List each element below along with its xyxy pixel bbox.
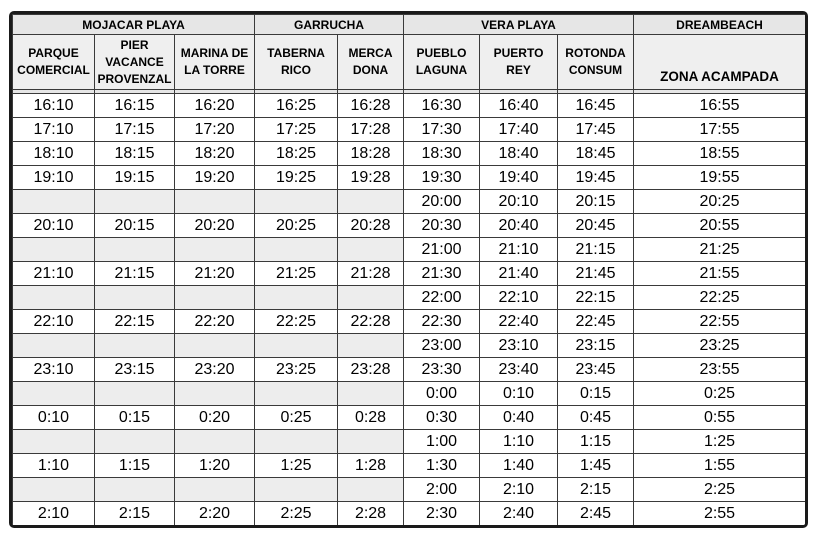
stop-label-line: PIER bbox=[120, 37, 149, 52]
time-cell-pueblo-laguna: 21:30 bbox=[404, 262, 480, 286]
time-cell-parque-comercial: 21:10 bbox=[13, 262, 95, 286]
trip-row bbox=[13, 406, 806, 430]
time-cell-rotonda-consum: 20:15 bbox=[558, 190, 634, 214]
time-cell-merca-dona: 2:28 bbox=[338, 502, 404, 526]
stop-label-line: LAGUNA bbox=[415, 63, 468, 77]
time-cell-rotonda-consum: 22:45 bbox=[558, 310, 634, 334]
time-cell-parque-comercial bbox=[13, 238, 95, 262]
time-cell-parque-comercial bbox=[13, 286, 95, 310]
time-cell-marina-de-la-torre: 0:20 bbox=[175, 406, 255, 430]
time-cell-rotonda-consum: 2:15 bbox=[558, 478, 634, 502]
time-cell-rotonda-consum: 20:45 bbox=[558, 214, 634, 238]
time-cell-parque-comercial: 17:10 bbox=[13, 118, 95, 142]
time-cell-pueblo-laguna: 20:00 bbox=[404, 190, 480, 214]
time-cell-taberna-rico bbox=[255, 430, 338, 454]
time-cell-marina-de-la-torre: 23:20 bbox=[175, 358, 255, 382]
time-cell-marina-de-la-torre: 22:20 bbox=[175, 310, 255, 334]
time-cell-marina-de-la-torre bbox=[175, 190, 255, 214]
time-cell-merca-dona bbox=[338, 430, 404, 454]
time-cell-merca-dona: 20:28 bbox=[338, 214, 404, 238]
time-cell-taberna-rico: 19:25 bbox=[255, 166, 338, 190]
time-cell-zona-acampada: 20:55 bbox=[634, 214, 806, 238]
time-cell-puerto-rey: 19:40 bbox=[480, 166, 558, 190]
time-cell-puerto-rey: 2:10 bbox=[480, 478, 558, 502]
time-cell-zona-acampada: 22:25 bbox=[634, 286, 806, 310]
trip-row bbox=[13, 454, 806, 478]
time-cell-pueblo-laguna: 0:00 bbox=[404, 382, 480, 406]
time-cell-pier-vacance-provenzal: 20:15 bbox=[95, 214, 175, 238]
time-cell-pueblo-laguna: 1:00 bbox=[404, 430, 480, 454]
time-cell-marina-de-la-torre bbox=[175, 430, 255, 454]
stop-label-line: LA TORRE bbox=[184, 63, 245, 77]
time-cell-pueblo-laguna: 2:00 bbox=[404, 478, 480, 502]
stop-label-line: RICO bbox=[281, 63, 312, 77]
time-cell-taberna-rico bbox=[255, 382, 338, 406]
time-cell-rotonda-consum: 22:15 bbox=[558, 286, 634, 310]
time-cell-merca-dona bbox=[338, 478, 404, 502]
time-cell-marina-de-la-torre bbox=[175, 478, 255, 502]
stop-header-row bbox=[13, 35, 806, 90]
time-cell-zona-acampada: 21:25 bbox=[634, 238, 806, 262]
time-cell-merca-dona: 17:28 bbox=[338, 118, 404, 142]
trip-row bbox=[13, 358, 806, 382]
time-cell-parque-comercial: 0:10 bbox=[13, 406, 95, 430]
time-cell-puerto-rey: 1:40 bbox=[480, 454, 558, 478]
trip-row bbox=[13, 310, 806, 334]
zone-mojacar-playa: MOJACAR PLAYA bbox=[13, 15, 255, 35]
time-cell-merca-dona bbox=[338, 238, 404, 262]
time-cell-zona-acampada: 21:55 bbox=[634, 262, 806, 286]
time-cell-puerto-rey: 0:10 bbox=[480, 382, 558, 406]
time-cell-taberna-rico: 22:25 bbox=[255, 310, 338, 334]
time-cell-puerto-rey: 22:10 bbox=[480, 286, 558, 310]
stop-rotonda-consum bbox=[558, 35, 634, 90]
time-cell-pier-vacance-provenzal: 0:15 bbox=[95, 406, 175, 430]
time-cell-pueblo-laguna: 23:00 bbox=[404, 334, 480, 358]
stop-label-line: ROTONDA bbox=[565, 46, 626, 60]
time-cell-marina-de-la-torre: 16:20 bbox=[175, 94, 255, 118]
time-cell-pier-vacance-provenzal bbox=[95, 334, 175, 358]
timetable-frame bbox=[9, 11, 808, 528]
stop-merca-dona bbox=[338, 35, 404, 90]
time-cell-puerto-rey: 21:10 bbox=[480, 238, 558, 262]
time-cell-puerto-rey: 18:40 bbox=[480, 142, 558, 166]
time-cell-taberna-rico: 21:25 bbox=[255, 262, 338, 286]
time-cell-pier-vacance-provenzal bbox=[95, 382, 175, 406]
stop-label-line: CONSUM bbox=[568, 63, 623, 77]
time-cell-zona-acampada: 2:25 bbox=[634, 478, 806, 502]
time-cell-parque-comercial bbox=[13, 478, 95, 502]
time-cell-marina-de-la-torre: 21:20 bbox=[175, 262, 255, 286]
time-cell-pueblo-laguna: 18:30 bbox=[404, 142, 480, 166]
stop-pier-vacance-provenzal bbox=[95, 35, 175, 90]
time-cell-marina-de-la-torre: 18:20 bbox=[175, 142, 255, 166]
trip-row bbox=[13, 142, 806, 166]
time-cell-zona-acampada: 0:25 bbox=[634, 382, 806, 406]
time-cell-rotonda-consum: 0:45 bbox=[558, 406, 634, 430]
time-cell-marina-de-la-torre: 1:20 bbox=[175, 454, 255, 478]
zone-garrucha: GARRUCHA bbox=[255, 15, 404, 35]
time-cell-rotonda-consum: 0:15 bbox=[558, 382, 634, 406]
trip-row bbox=[13, 430, 806, 454]
time-cell-taberna-rico: 20:25 bbox=[255, 214, 338, 238]
time-cell-rotonda-consum: 17:45 bbox=[558, 118, 634, 142]
stop-pueblo-laguna bbox=[404, 35, 480, 90]
time-cell-rotonda-consum: 19:45 bbox=[558, 166, 634, 190]
time-cell-rotonda-consum: 23:15 bbox=[558, 334, 634, 358]
trip-row bbox=[13, 166, 806, 190]
time-cell-merca-dona: 0:28 bbox=[338, 406, 404, 430]
time-cell-rotonda-consum: 21:45 bbox=[558, 262, 634, 286]
time-cell-parque-comercial: 23:10 bbox=[13, 358, 95, 382]
time-cell-marina-de-la-torre: 19:20 bbox=[175, 166, 255, 190]
time-cell-rotonda-consum: 2:45 bbox=[558, 502, 634, 526]
trip-row bbox=[13, 190, 806, 214]
time-cell-zona-acampada: 1:55 bbox=[634, 454, 806, 478]
time-cell-zona-acampada: 23:25 bbox=[634, 334, 806, 358]
stop-label-line: REY bbox=[506, 63, 531, 77]
stop-parque-comercial bbox=[13, 35, 95, 90]
trip-row bbox=[13, 118, 806, 142]
time-cell-puerto-rey: 22:40 bbox=[480, 310, 558, 334]
time-cell-rotonda-consum: 21:15 bbox=[558, 238, 634, 262]
time-cell-rotonda-consum: 1:15 bbox=[558, 430, 634, 454]
trip-row bbox=[13, 262, 806, 286]
time-cell-pier-vacance-provenzal: 16:15 bbox=[95, 94, 175, 118]
time-cell-rotonda-consum: 18:45 bbox=[558, 142, 634, 166]
time-cell-puerto-rey: 20:10 bbox=[480, 190, 558, 214]
time-cell-taberna-rico: 23:25 bbox=[255, 358, 338, 382]
time-cell-puerto-rey: 20:40 bbox=[480, 214, 558, 238]
time-cell-merca-dona bbox=[338, 286, 404, 310]
time-cell-parque-comercial: 18:10 bbox=[13, 142, 95, 166]
time-cell-merca-dona: 16:28 bbox=[338, 94, 404, 118]
stop-marina-de-la-torre bbox=[175, 35, 255, 90]
time-cell-pier-vacance-provenzal bbox=[95, 286, 175, 310]
stop-label-line: PUERTO bbox=[493, 46, 544, 60]
trip-row bbox=[13, 334, 806, 358]
time-cell-parque-comercial: 20:10 bbox=[13, 214, 95, 238]
time-cell-zona-acampada: 19:55 bbox=[634, 166, 806, 190]
stop-label-line: PARQUE bbox=[28, 46, 79, 60]
time-cell-pier-vacance-provenzal: 17:15 bbox=[95, 118, 175, 142]
time-cell-taberna-rico bbox=[255, 478, 338, 502]
time-cell-rotonda-consum: 1:45 bbox=[558, 454, 634, 478]
time-cell-pueblo-laguna: 2:30 bbox=[404, 502, 480, 526]
time-cell-pueblo-laguna: 19:30 bbox=[404, 166, 480, 190]
time-cell-marina-de-la-torre bbox=[175, 286, 255, 310]
time-cell-zona-acampada: 22:55 bbox=[634, 310, 806, 334]
time-cell-parque-comercial bbox=[13, 334, 95, 358]
time-cell-marina-de-la-torre bbox=[175, 238, 255, 262]
time-cell-pier-vacance-provenzal: 18:15 bbox=[95, 142, 175, 166]
time-cell-pueblo-laguna: 0:30 bbox=[404, 406, 480, 430]
stop-label-line: PUEBLO bbox=[416, 46, 467, 60]
time-cell-taberna-rico: 18:25 bbox=[255, 142, 338, 166]
time-cell-parque-comercial: 16:10 bbox=[13, 94, 95, 118]
time-cell-taberna-rico bbox=[255, 334, 338, 358]
time-cell-pueblo-laguna: 16:30 bbox=[404, 94, 480, 118]
time-cell-pueblo-laguna: 22:00 bbox=[404, 286, 480, 310]
time-cell-marina-de-la-torre: 2:20 bbox=[175, 502, 255, 526]
trip-row bbox=[13, 478, 806, 502]
stop-label-line: DONA bbox=[352, 63, 389, 77]
time-cell-marina-de-la-torre bbox=[175, 334, 255, 358]
stop-label-line: VACANCE bbox=[105, 54, 164, 69]
trip-row bbox=[13, 238, 806, 262]
time-cell-merca-dona: 19:28 bbox=[338, 166, 404, 190]
time-cell-taberna-rico bbox=[255, 190, 338, 214]
time-cell-parque-comercial bbox=[13, 190, 95, 214]
time-cell-puerto-rey: 17:40 bbox=[480, 118, 558, 142]
time-cell-merca-dona: 22:28 bbox=[338, 310, 404, 334]
time-cell-merca-dona bbox=[338, 190, 404, 214]
time-cell-marina-de-la-torre: 17:20 bbox=[175, 118, 255, 142]
stop-label-line: ZONA ACAMPADA bbox=[660, 69, 779, 84]
stop-label-line: MARINA DE bbox=[180, 46, 249, 60]
time-cell-zona-acampada: 23:55 bbox=[634, 358, 806, 382]
time-cell-taberna-rico: 0:25 bbox=[255, 406, 338, 430]
time-cell-pier-vacance-provenzal: 23:15 bbox=[95, 358, 175, 382]
time-cell-pier-vacance-provenzal bbox=[95, 190, 175, 214]
time-cell-pier-vacance-provenzal bbox=[95, 430, 175, 454]
time-cell-pueblo-laguna: 1:30 bbox=[404, 454, 480, 478]
time-cell-pier-vacance-provenzal: 2:15 bbox=[95, 502, 175, 526]
time-cell-zona-acampada: 18:55 bbox=[634, 142, 806, 166]
time-cell-merca-dona bbox=[338, 334, 404, 358]
zone-header-row bbox=[13, 15, 806, 35]
time-cell-parque-comercial: 19:10 bbox=[13, 166, 95, 190]
time-cell-puerto-rey: 16:40 bbox=[480, 94, 558, 118]
time-cell-zona-acampada: 0:55 bbox=[634, 406, 806, 430]
time-cell-pueblo-laguna: 20:30 bbox=[404, 214, 480, 238]
time-cell-merca-dona: 1:28 bbox=[338, 454, 404, 478]
stop-label-line: PROVENZAL bbox=[97, 71, 172, 86]
time-cell-zona-acampada: 2:55 bbox=[634, 502, 806, 526]
time-cell-rotonda-consum: 23:45 bbox=[558, 358, 634, 382]
time-cell-puerto-rey: 1:10 bbox=[480, 430, 558, 454]
time-cell-pier-vacance-provenzal bbox=[95, 478, 175, 502]
time-cell-merca-dona bbox=[338, 382, 404, 406]
stop-zona-acampada bbox=[634, 35, 806, 90]
trip-row bbox=[13, 382, 806, 406]
stop-label-line: TABERNA bbox=[267, 46, 325, 60]
time-cell-merca-dona: 21:28 bbox=[338, 262, 404, 286]
time-cell-parque-comercial bbox=[13, 382, 95, 406]
time-cell-marina-de-la-torre bbox=[175, 382, 255, 406]
trip-row bbox=[13, 286, 806, 310]
trip-row bbox=[13, 214, 806, 238]
zone-dreambeach: DREAMBEACH bbox=[634, 15, 806, 35]
time-cell-merca-dona: 23:28 bbox=[338, 358, 404, 382]
stop-label-line: COMERCIAL bbox=[17, 63, 90, 77]
time-cell-taberna-rico bbox=[255, 286, 338, 310]
time-cell-taberna-rico: 16:25 bbox=[255, 94, 338, 118]
time-cell-pueblo-laguna: 17:30 bbox=[404, 118, 480, 142]
time-cell-zona-acampada: 17:55 bbox=[634, 118, 806, 142]
time-cell-pier-vacance-provenzal: 21:15 bbox=[95, 262, 175, 286]
time-cell-pier-vacance-provenzal bbox=[95, 238, 175, 262]
stop-label-line: MERCA bbox=[348, 46, 393, 60]
time-cell-pueblo-laguna: 23:30 bbox=[404, 358, 480, 382]
time-cell-zona-acampada: 1:25 bbox=[634, 430, 806, 454]
time-cell-merca-dona: 18:28 bbox=[338, 142, 404, 166]
time-cell-pier-vacance-provenzal: 22:15 bbox=[95, 310, 175, 334]
time-cell-taberna-rico bbox=[255, 238, 338, 262]
trip-row bbox=[13, 502, 806, 526]
bus-timetable bbox=[12, 14, 806, 526]
time-cell-zona-acampada: 20:25 bbox=[634, 190, 806, 214]
time-cell-puerto-rey: 0:40 bbox=[480, 406, 558, 430]
time-cell-puerto-rey: 21:40 bbox=[480, 262, 558, 286]
zone-vera-playa: VERA PLAYA bbox=[404, 15, 634, 35]
time-cell-pueblo-laguna: 21:00 bbox=[404, 238, 480, 262]
time-cell-taberna-rico: 17:25 bbox=[255, 118, 338, 142]
time-cell-pier-vacance-provenzal: 1:15 bbox=[95, 454, 175, 478]
time-cell-taberna-rico: 1:25 bbox=[255, 454, 338, 478]
stop-taberna-rico bbox=[255, 35, 338, 90]
time-cell-parque-comercial: 2:10 bbox=[13, 502, 95, 526]
time-cell-parque-comercial bbox=[13, 430, 95, 454]
time-cell-zona-acampada: 16:55 bbox=[634, 94, 806, 118]
time-cell-pueblo-laguna: 22:30 bbox=[404, 310, 480, 334]
time-cell-puerto-rey: 2:40 bbox=[480, 502, 558, 526]
time-cell-puerto-rey: 23:40 bbox=[480, 358, 558, 382]
time-cell-parque-comercial: 22:10 bbox=[13, 310, 95, 334]
time-cell-marina-de-la-torre: 20:20 bbox=[175, 214, 255, 238]
trip-row bbox=[13, 94, 806, 118]
time-cell-taberna-rico: 2:25 bbox=[255, 502, 338, 526]
time-cell-puerto-rey: 23:10 bbox=[480, 334, 558, 358]
time-cell-rotonda-consum: 16:45 bbox=[558, 94, 634, 118]
stop-puerto-rey bbox=[480, 35, 558, 90]
time-cell-parque-comercial: 1:10 bbox=[13, 454, 95, 478]
time-cell-pier-vacance-provenzal: 19:15 bbox=[95, 166, 175, 190]
